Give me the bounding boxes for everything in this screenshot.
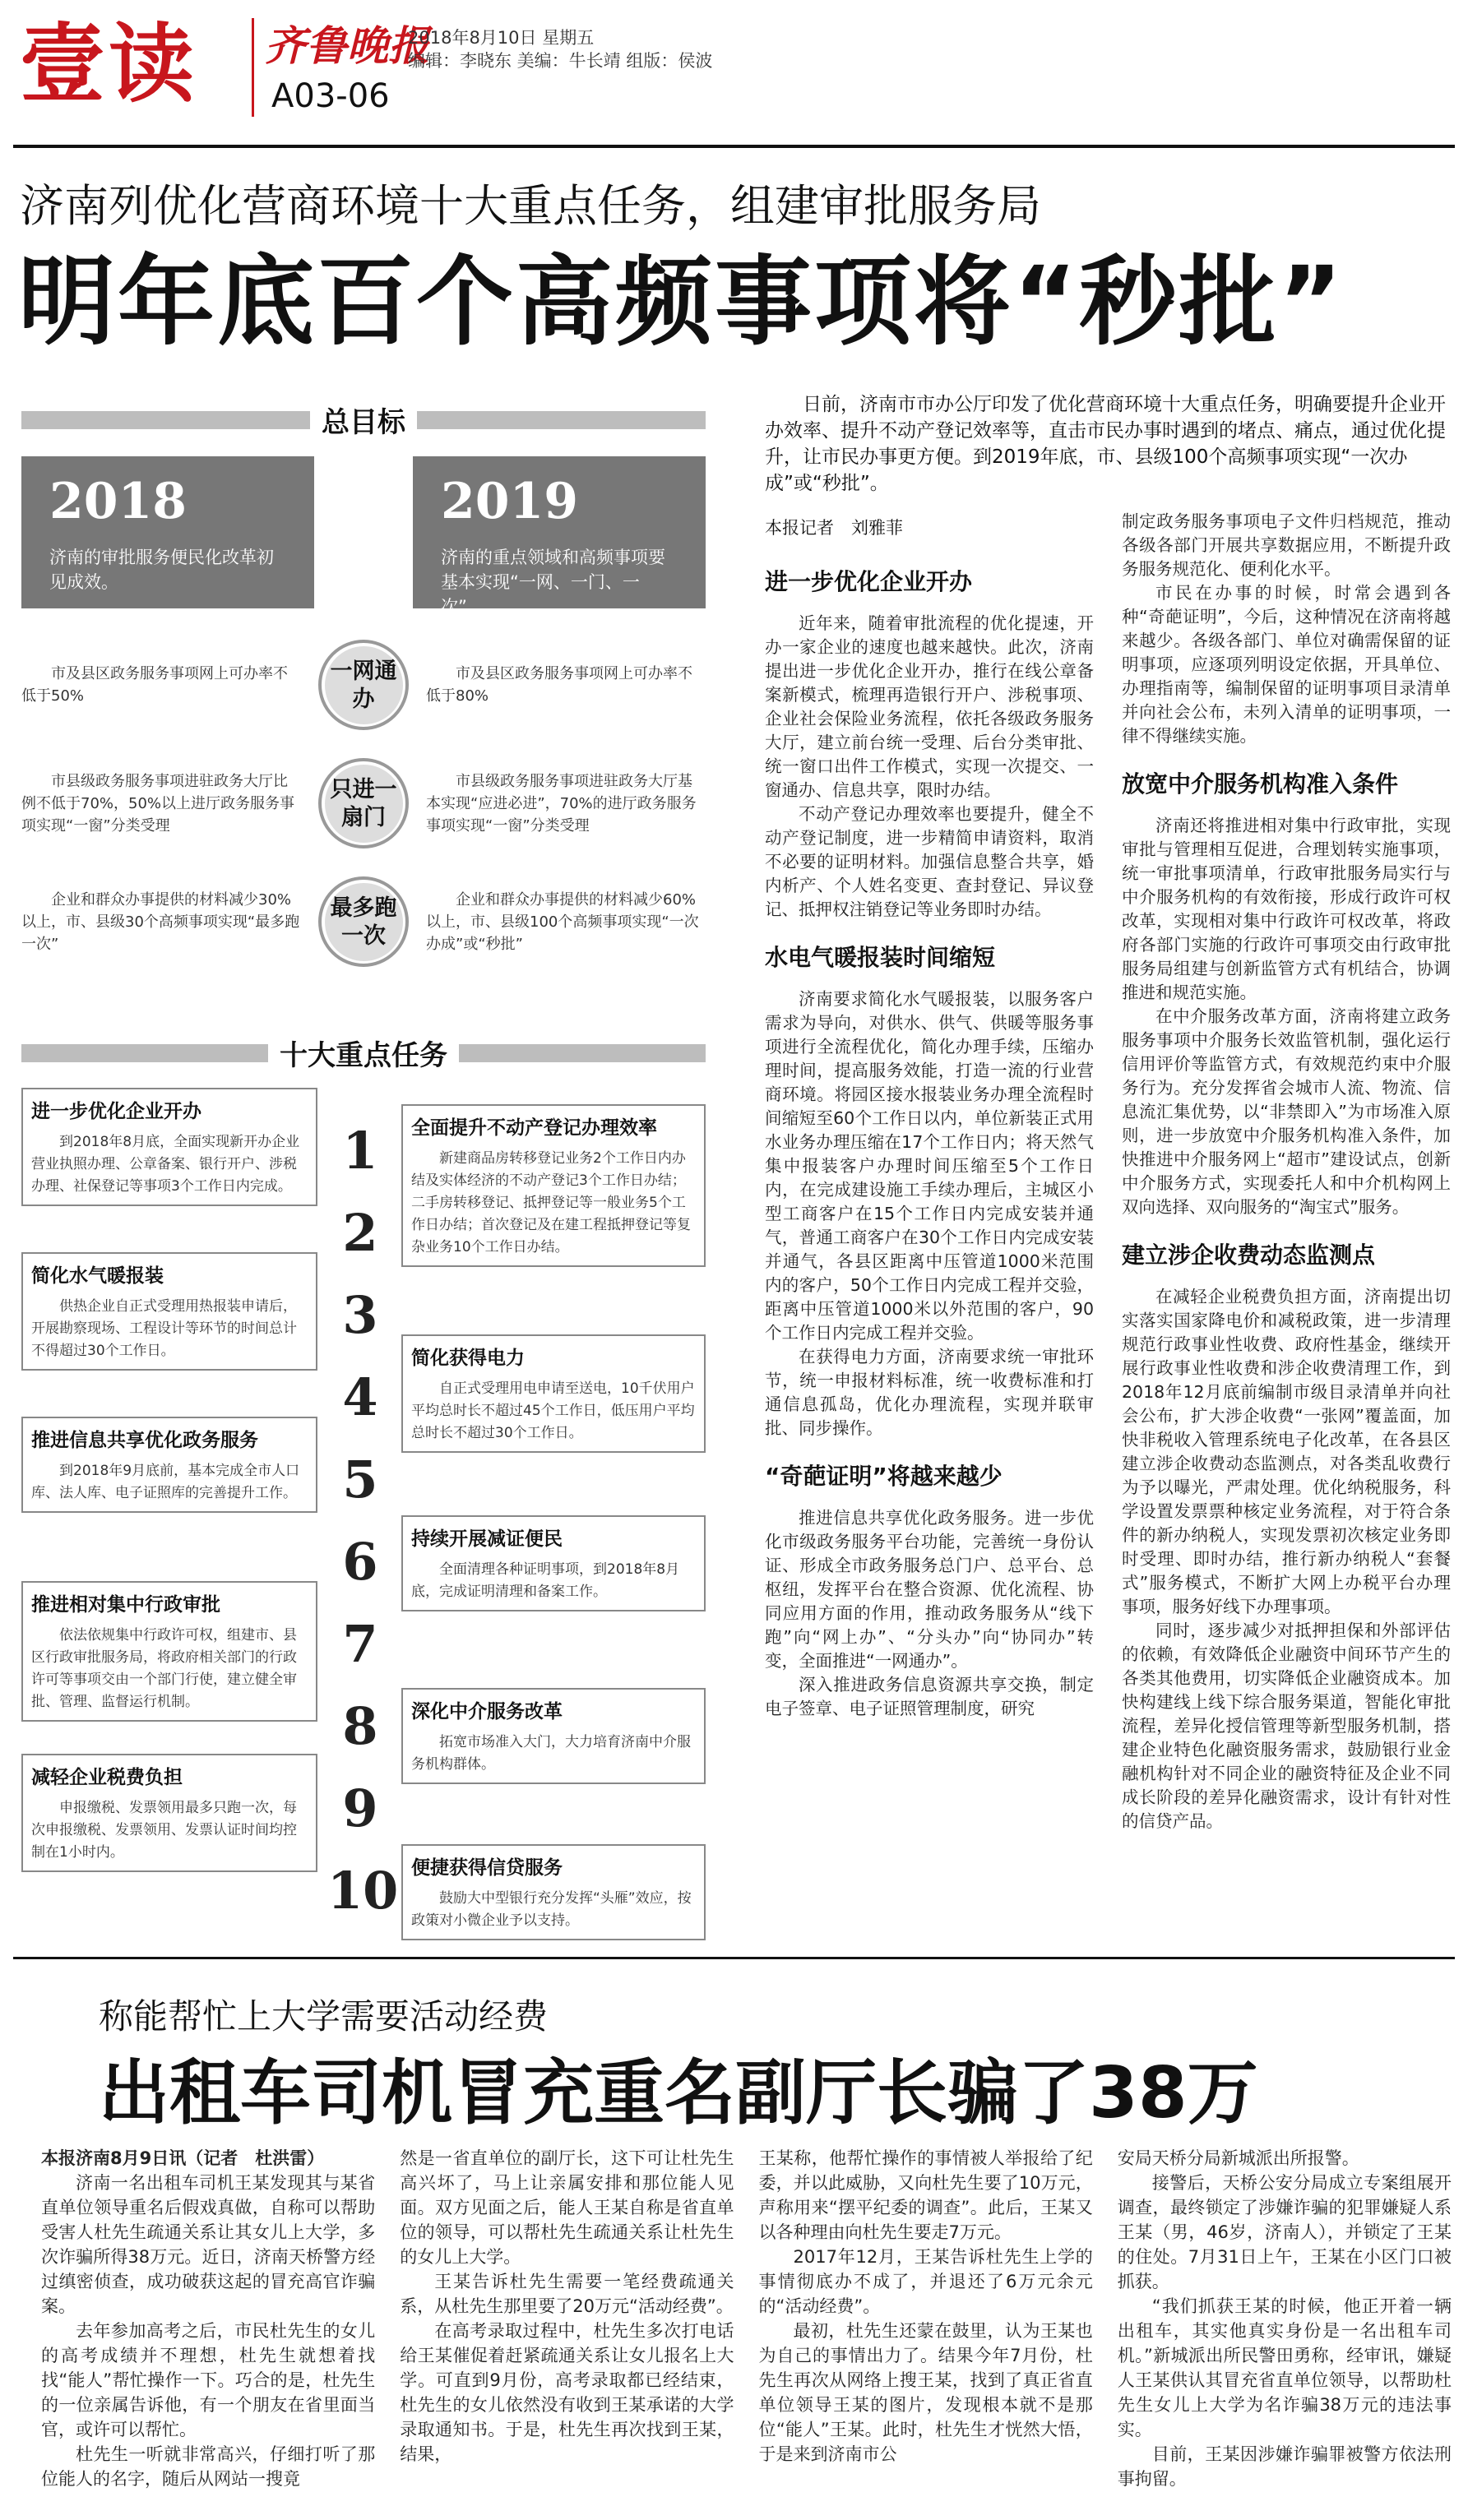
page-code: A03-06 [271,77,390,115]
tasks-bar-left [21,1044,268,1062]
task-card [401,1844,706,1940]
task-card [21,1252,317,1371]
goals-heading: 总目标 [322,406,405,439]
task-body: 鼓励大中型银行充分发挥“头雁”效应，按政策对小微企业予以支持。 [411,1890,692,1929]
paragraph-text: 接警后，天桥公安分局成立专案组展开调查，最终锁定了涉嫌诈骗的犯罪嫌疑人系王某（男，46岁，济南人），并锁定了王某的住处。7月31日上午，王某在小区门口被抓获。 [1117,2173,1452,2291]
article2-column [41,2146,375,2491]
paragraph-text: 去年参加高考之后，市民杜先生的女儿的高考成绩并不理想，杜先生就想着找找“能人”帮忙操作一下。巧合的是，杜先生的一位亲属告诉他，有一个朋友在省里面当官，或许可以帮忙。 [41,2321,376,2439]
paragraph [765,987,1094,1345]
paragraph [41,2442,375,2491]
goal-badge [318,758,409,848]
tasks-section [21,1033,706,1929]
task-card [21,1088,317,1206]
paragraph [1122,510,1451,581]
subheading: “奇葩证明”将越来越少 [765,1463,1003,1490]
paragraph-text: 制定政务服务事项电子文件归档规范，推动各级各部门开展共享数据应用，不断提升政务服务规范化、便利化水平。 [1122,511,1451,579]
paragraph [41,2171,375,2319]
goals-bar-left [21,411,310,429]
editors-line: 编辑：李晓东 美编：牛长靖 组版：侯波 [408,51,713,71]
paragraph [41,2319,375,2442]
goal-2019-year: 2019 [441,473,578,530]
task-body: 全面清理各种证明事项，到2018年8月底，完成证明清理和备案工作。 [411,1561,680,1600]
subheading: 进一步优化企业开办 [765,568,973,595]
task-body: 新建商品房转移登记业务2个工作日内办结及实体经济的不动产登记3个工作日办结；二手房转移登记、抵押登记等一般业务5个工作日办结；首次登记及在建工程抵押登记等复杂业务10个工作日办结。 [411,1150,691,1255]
task-card [21,1417,317,1513]
section-title: 壹读 [20,14,198,114]
goal-2019-detail: 市及县区政务服务事项网上可办率不低于80% [426,665,692,705]
goal-row [21,750,706,857]
goal-2018-detail: 市县级政务服务事项进驻政务大厅比例不低于70%，50%以上进厅政务服务事项实现“一窗”分类受理 [21,772,295,835]
paragraph [765,612,1094,802]
task-number: 8 [342,1696,378,1756]
task-body: 依法依规集中行政许可权，组建市、县区行政审批服务局，将政府相关部门的行政许可等事项交由一个部门行使，建立健全审批、管理、监督运行机制。 [31,1627,297,1710]
goal-badge-label: 最多跑一次 [325,883,403,961]
goal-2018-box [21,456,314,608]
masthead-rule [13,145,1455,148]
tasks-heading: 十大重点任务 [280,1039,447,1072]
paragraph [1118,2442,1452,2491]
article1-kicker: 济南列优化营商环境十大重点任务，组建审批服务局 [20,180,1041,232]
paragraph [1122,1285,1451,1619]
task-number: 10 [327,1861,399,1921]
article1-lead: 日前，济南市市办公厅印发了优化营商环境十大重点任务，明确要提升企业开办效率、提升不动产登记效率等，直击市民办事时遇到的堵点、痛点，通过优化提升，让市民办事更方便。到2019年底，市、县级100个高频事项实现“一次办成”或“秒批”。 [765,394,1446,494]
paragraph-text: 杜先生一听就非常高兴，仔细打听了那位能人的名字，随后从网站一搜竟 [41,2444,376,2489]
paragraph [1122,1619,1451,1833]
task-number: 7 [342,1614,378,1674]
paragraph-text: 安局天桥分局新城派出所报警。 [1117,2148,1359,2168]
task-title: 持续开展减证便民 [411,1528,563,1550]
paragraph-text: 推进信息共享优化政务服务。进一步优化市级政务服务平台功能，完善统一身份认证、形成全市政务服务总门户、总平台、总枢纽，发挥平台在整合资源、优化流程、协同应用方面的作用，推动政务服务从“线下跑”向“网上办”、“分头办”向“协同办”转变，全面推进“一网通办”。 [765,1508,1094,1671]
paragraph [759,2245,1093,2319]
paragraph-text: 2017年12月，王某告诉杜先生上学的事情彻底办不成了，并退还了6万元余元的“活动经费”。 [758,2247,1093,2316]
date-line: 2018年8月10日 星期五 [408,28,595,48]
task-title: 推进相对集中行政审批 [31,1594,220,1616]
paragraph-text: 目前，王某因涉嫌诈骗罪被警方依法刑事拘留。 [1117,2444,1452,2489]
goal-badge [318,876,409,967]
paragraph-text: 济南要求简化水气暖报装，以服务客户需求为导向，对供水、供气、供暖等服务事项进行全流程优化，简化办理手续，压缩办理时间，提高服务效能，打造一流的行业营商环境。将园区接水报装业务办理全流程时间缩短至60个工作日以内，单位新装正式用水业务办理压缩在17个工作日内；将天然气集中报装客户办理时间压缩至5个工作日内，在完成建设施工手续办理后，主城区小型工商客户在15个工作日内完成安装并通气，普通工商客户在30个工作日内完成安装并通气，各县区距离中压管道1000米范围内的客户，50个工作日内完成工程并交验，距离中压管道1000米以外范围的客户，90个工作日内完成工程并交验。 [765,989,1094,1343]
goal-badge-label: 一网通办 [325,646,403,724]
paragraph-text: 不动产登记办理效率也要提升，健全不动产登记制度，进一步精简申请资料，取消不必要的证明材料。加强信息整合共享，婚内析产、个人姓名变更、查封登记、异议登记、抵押权注销登记等业务即时办结。 [765,804,1094,919]
paragraph-text: “我们抓获王某的时候，他正开着一辆出租车，其实他真实身份是一名出租车司机。”新城派出所民警田勇称，经审讯，嫌疑人王某供认其冒充省直单位领导，以帮助杜先生女儿上大学为名诈骗38万元的违法事实。 [1117,2296,1452,2439]
article2-kicker: 称能帮忙上大学需要活动经费 [99,1996,549,2037]
paragraph [759,2319,1093,2467]
paragraph [400,2269,734,2319]
task-card [401,1334,706,1453]
task-number: 1 [342,1121,378,1181]
article1-headline: 明年底百个高频事项将“秒批” [18,245,1345,358]
task-body: 供热企业自正式受理用热报装申请后，开展勘察现场、工程设计等环节的时间总计不得超过30个工作日。 [31,1298,297,1359]
task-number: 3 [342,1285,378,1345]
task-body: 到2018年8月底，全面实现新开办企业营业执照办理、公章备案、银行开户、涉税办理、社保登记等事项3个工作日内完成。 [31,1134,300,1195]
paragraph-text: 在获得电力方面，济南要求统一审批环节，统一申报材料标准，统一收费标准和打通信息孤岛，优化办理流程，实现并联审批、同步操作。 [765,1347,1094,1438]
subheading: 放宽中介服务机构准入条件 [1122,770,1399,798]
task-number: 2 [342,1203,378,1263]
task-body: 到2018年9月底前，基本完成全市人口库、法人库、电子证照库的完善提升工作。 [31,1463,300,1501]
article1-byline: 本报记者 刘雅菲 [765,518,903,538]
article2-headline: 出租车司机冒充重名副厅长骗了38万 [99,2052,1258,2134]
task-title: 便捷获得信贷服务 [411,1857,563,1879]
task-number: 6 [342,1532,378,1592]
paragraph-text: 在高考录取过程中，杜先生多次打电话给王某催促着赶紧疏通关系让女儿报名上大学。可直到9月份，高考录取都已经结束，杜先生的女儿依然没有收到王某承诺的大学录取通知书。于是，杜先生再次找到王某，结果， [400,2321,734,2464]
goal-2019-box [413,456,706,617]
paragraph [1122,1005,1451,1219]
paragraph [765,1506,1094,1673]
goals-section [21,400,706,975]
paragraph-text: 最初，杜先生还蒙在鼓里，认为王某也为自己的事情出力了。结果今年7月份，杜先生再次从网络上搜王某，找到了真正省直单位领导王某的图片，发现根本就不是那位“能人”王某。此时，杜先生才恍然大悟，于是来到济南市公 [758,2321,1093,2464]
task-card [21,1581,317,1722]
article2-body [41,2146,1452,2491]
paragraph-text: 在减轻企业税费负担方面，济南提出切实落实国家降电价和减税政策，进一步清理规范行政事业性收费、政府性基金，继续开展行政事业性收费和涉企收费清理工作，到2018年12月底前编制市级目录清单并向社会公布，扩大涉企收费“一张网”覆盖面，加快非税收入管理系统电子化改革，在各县区建立涉企收费动态监测点，对各类乱收费行为予以曝光，严肃处理。优化纳税服务，科学设置发票票种核定业务流程，对于符合条件的新办纳税人，实现发票初次核定业务即时受理、即时办结，推行新办纳税人“套餐式”服务模式，不断扩大网上办税平台办理事项，服务好线下办理事项。 [1122,1287,1451,1616]
article1-column-1 [765,546,1094,1721]
task-body: 自正式受理用电申请至送电，10千伏用户平均总时长不超过45个工作日，低压用户平均总时长不超过30个工作日。 [411,1380,695,1441]
paragraph-text: 济南一名出租车司机王某发现其与某省直单位领导重名后假戏真做，自称可以帮助受害人杜先生疏通关系让其女儿上大学，多次诈骗所得38万元。近日，济南天桥警方经过缜密侦查，成功破获这起的冒充高官诈骗案。 [41,2173,376,2316]
task-number: 9 [342,1778,378,1838]
paragraph [1118,2146,1452,2171]
paragraph-text: 济南还将推进相对集中行政审批，实现审批与管理相互促进，合理划转实施事项，统一审批事项清单，行政审批服务局实行与中介服务机构的有效衔接，形成行政许可权改革，实现相对集中行政许可权改革，将政府各部门实施的行政许可事项交由行政审批服务局组建与创新监管方式有机结合，协调推进和规范实施。 [1122,816,1451,1002]
goal-row [21,631,706,738]
paragraph-text: 王某告诉杜先生需要一笔经费疏通关系，从杜先生那里要了20万元“活动经费”。 [400,2272,734,2316]
goal-row [21,868,706,975]
article2-column [400,2146,734,2491]
goal-2018-detail: 企业和群众办事提供的材料减少30%以上，市、县级30个高频事项实现“最多跑一次” [21,890,300,953]
goal-badge-label: 只进一扇门 [325,765,403,843]
paragraph [1118,2294,1452,2442]
task-card [401,1515,706,1611]
task-title: 减轻企业税费负担 [31,1767,183,1788]
goal-rows [21,631,706,975]
paragraph [765,802,1094,922]
paragraph-text: 同时，逐步减少对抵押担保和外部评估的依赖，有效降低企业融资中间环节产生的各类其他费用，切实降低企业融资成本。加快构建线上线下综合服务渠道，智能化审批流程，差异化授信管理等新型服务机制，搭建企业特色化融资服务需求，鼓励银行业金融机构针对不同企业的融资特征及企业不同成长阶段的差异化融资需求，设计有针对性的信贷产品。 [1122,1621,1451,1831]
masthead-divider [252,18,254,117]
goal-2019-text: 济南的重点领域和高频事项要基本实现“一网、一门、一次”。 [441,548,665,617]
task-title: 全面提升不动产登记办理效率 [411,1117,657,1139]
paragraph [1122,814,1451,1005]
task-number: 5 [342,1450,378,1510]
paragraph-text: 然是一省直单位的副厅长，这下可让杜先生高兴坏了，马上让亲属安排和那位能人见面。双方见面之后，能人王某自称是省直单位的领导，可以帮杜先生疏通关系让杜先生的女儿上大学。 [400,2148,734,2267]
goal-2018-year: 2018 [49,473,187,530]
task-body: 拓宽市场准入大门，大力培育济南中介服务机构群体。 [411,1734,691,1773]
article1-column-2 [1122,510,1451,1833]
goal-2019-detail: 企业和群众办事提供的材料减少60%以上，市、县级100个高频事项实现“一次办成”或“秒批” [426,890,699,953]
paragraph [1122,581,1451,748]
paragraph [759,2146,1093,2245]
task-title: 进一步优化企业开办 [31,1101,201,1122]
goal-badge [318,640,409,730]
task-title: 推进信息共享优化政务服务 [31,1430,258,1451]
task-card [401,1104,706,1267]
goal-2018-detail: 市及县区政务服务事项网上可办率不低于50% [21,665,288,705]
paragraph-text: 深入推进政务信息资源共享交换，制定电子签章、电子证照管理制度，研究 [765,1675,1094,1718]
task-title: 简化获得电力 [411,1348,525,1369]
paragraph [400,2319,734,2467]
article2-column [1118,2146,1452,2491]
goal-2018-text: 济南的审批服务便民化改革初见成效。 [49,548,274,592]
task-title: 简化水气暖报装 [31,1265,164,1287]
task-body: 申报缴税、发票领用最多只跑一次，每次申报缴税、发票领用、发票认证时间均控制在1小时内。 [31,1800,297,1861]
paragraph [765,1345,1094,1440]
paragraph-text: 近年来，随着审批流程的优化提速，开办一家企业的速度也越来越快。此次，济南提出进一步优化企业开办，推行在线公章备案新模式，梳理再造银行开户、涉税事项、企业社会保险业务流程，依托各级政务服务大厅，建立前台统一受理、后台分类审批、统一窗口出件工作模式，实现一次提交、一窗通办、信息共享，限时办结。 [765,613,1094,800]
tasks-grid [21,1088,706,1929]
task-card [21,1754,317,1872]
paragraph [41,2146,375,2171]
paragraph-text: 王某称，他帮忙操作的事情被人举报给了纪委，并以此威胁，又向杜先生要了10万元，声称用来“摆平纪委的调查”。此后，王某又以各种理由向杜先生要走7万元。 [758,2148,1093,2242]
task-card [401,1688,706,1784]
task-number: 4 [342,1367,378,1427]
section-divider [13,1957,1455,1959]
article2-column [759,2146,1093,2491]
subheading: 水电气暖报装时间缩短 [765,944,996,971]
newspaper-logo: 齐鲁晚报 [265,21,429,70]
paragraph-text: 在中介服务改革方面，济南将建立政务服务事项中介服务长效监管机制，强化运行信用评价等监管方式，有效规范约束中介服务行为。充分发挥省会城市人流、物流、信息流汇集优势，以“非禁即入”为市场准入原则，进一步放宽中介服务机构准入条件，加快推进中介服务网上“超市”建设试点，创新中介服务方式，实现委托人和中介机构网上双向选择、双向服务的“淘宝式”服务。 [1122,1006,1451,1217]
task-title: 深化中介服务改革 [411,1701,563,1722]
paragraph [1118,2171,1452,2294]
goals-bar-right [417,411,706,429]
tasks-bar-right [459,1044,706,1062]
paragraph [765,1673,1094,1721]
paragraph [400,2146,734,2269]
subheading: 建立涉企收费动态监测点 [1122,1242,1376,1269]
goal-2019-detail: 市县级政务服务事项进驻政务大厅基本实现“应进必进”，70%的进厅政务服务事项实现“一窗”分类受理 [426,772,697,835]
paragraph-text: 市民在办事的时候，时常会遇到各种“奇葩证明”，今后，这种情况在济南将越来越少。各级各部门、单位对确需保留的证明事项，应逐项列明设定依据，开具单位、办理指南等，编制保留的证明事项目录清单并向社会公布，未列入清单的证明事项，一律不得继续实施。 [1122,583,1451,746]
dateline: 本报济南8月9日讯（记者 杜洪雷） [41,2148,325,2168]
